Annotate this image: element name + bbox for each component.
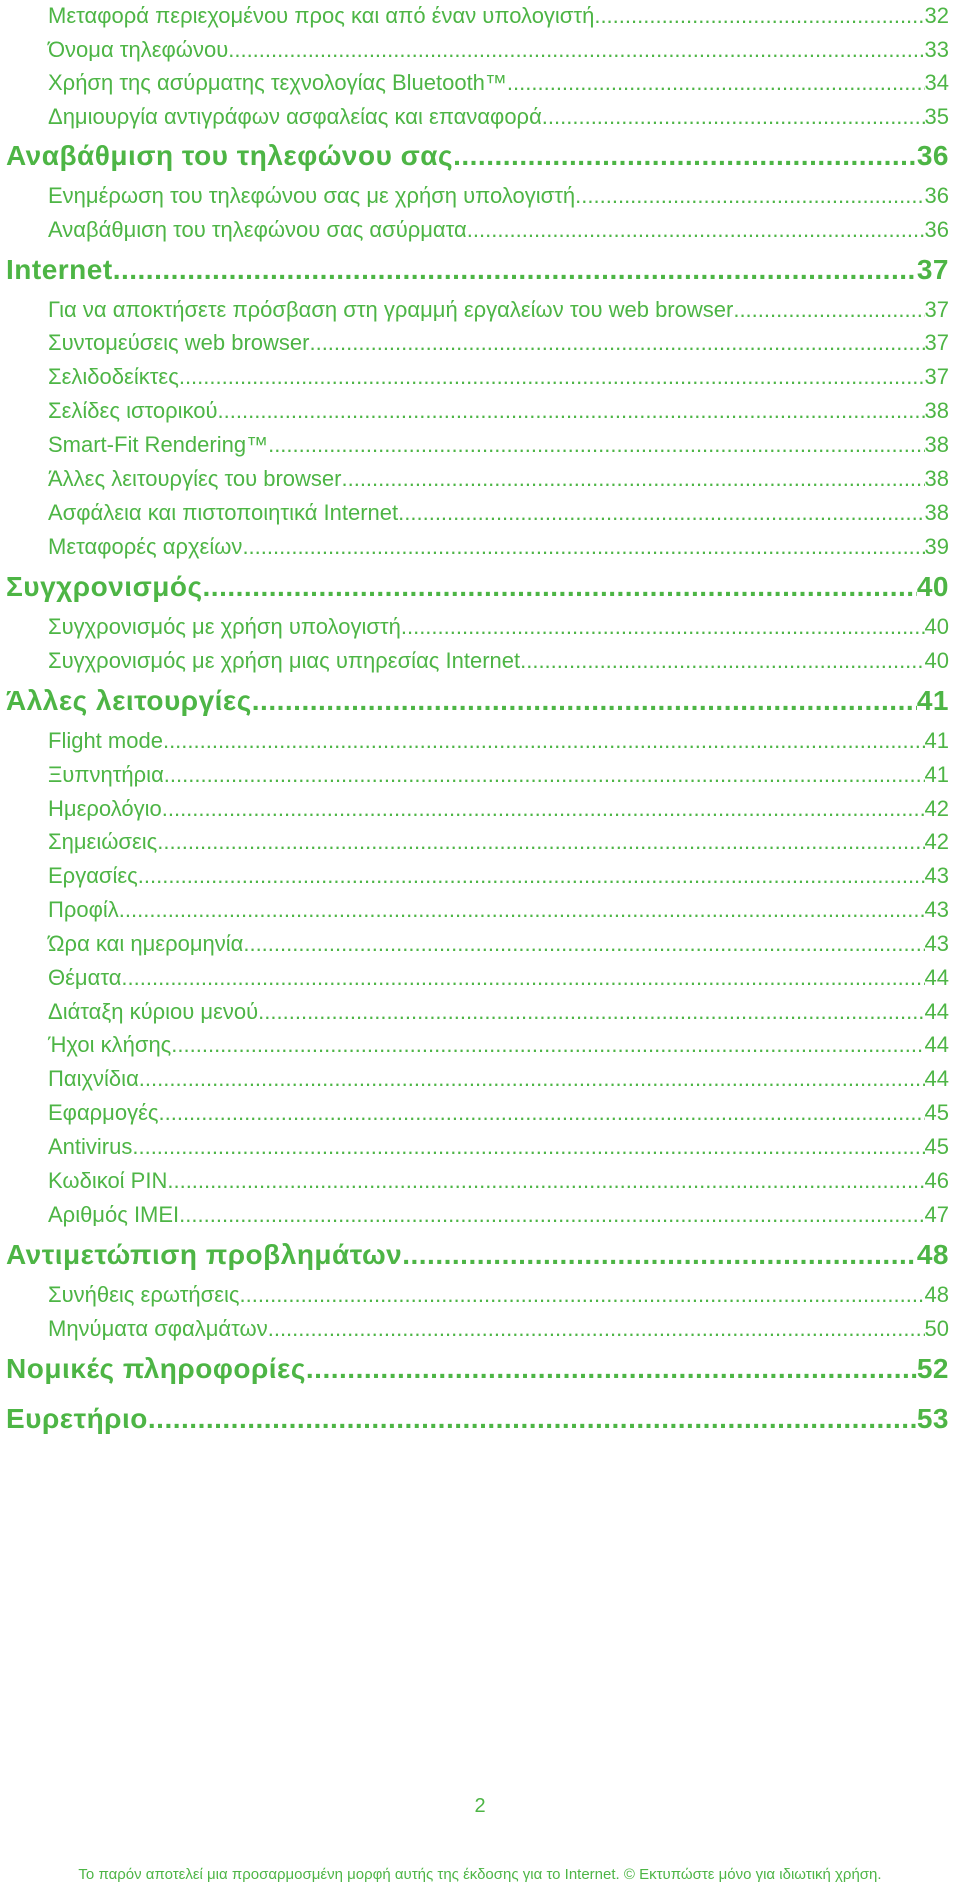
dot-leader [167,1168,924,1194]
dot-leader [594,3,924,29]
toc-section-entry[interactable] [48,217,949,245]
toc-section-entry[interactable] [48,330,949,358]
toc-section-entry[interactable] [48,183,949,211]
toc-entry-page: 41 [924,762,949,787]
toc-entry-page: 42 [924,829,949,854]
toc-entry-title: Δημιουργία αντιγράφων ασφαλείας και επαναφορά [48,104,542,129]
toc-section-entry[interactable] [48,534,949,562]
toc-section-entry[interactable] [48,297,949,325]
toc-entry-title: Συγχρονισμός [6,571,203,602]
toc-entry-title: Μεταφορά περιεχομένου προς και από έναν υπολογιστή [48,3,595,28]
toc-section-entry[interactable] [48,863,949,891]
toc-chapter-entry[interactable] [6,1353,949,1387]
toc-section-entry[interactable] [48,965,949,993]
dot-leader [228,37,924,63]
toc-section-entry[interactable] [48,897,949,925]
dot-leader [159,1100,925,1126]
toc-chapter-entry[interactable] [6,1239,949,1273]
toc-entry-title: Διάταξη κύριου μενού [48,999,259,1024]
toc-entry-title: Άλλες λειτουργίες του browser [48,466,342,491]
toc-section-entry[interactable] [48,104,949,132]
dot-leader [401,614,925,640]
toc-entry-page: 48 [916,1239,949,1270]
dot-leader [507,70,925,96]
dot-leader [309,330,924,356]
toc-entry-page: 43 [924,863,949,888]
toc-entry-title: Μηνύματα σφαλμάτων [48,1316,268,1341]
toc-entry-page: 53 [916,1403,949,1434]
toc-entry-page: 42 [924,796,949,821]
toc-section-entry[interactable] [48,648,949,676]
toc-entry-page: 37 [924,364,949,389]
toc-entry-page: 44 [924,1066,949,1091]
toc-chapter-entry[interactable] [6,140,949,174]
dot-leader [157,829,924,855]
toc-entry-page: 40 [924,614,949,639]
dot-leader [218,398,925,424]
toc-entry-page: 33 [924,37,949,62]
toc-entry-title: Internet [6,254,113,285]
toc-entry-title: Νομικές πληροφορίες [6,1353,306,1384]
toc-entry-title: Χρήση της ασύρματης τεχνολογίας Bluetooth™ [48,70,507,95]
toc-entry-page: 40 [916,571,949,602]
dot-leader [520,648,924,674]
toc-entry-title: Ξυπνητήρια [48,762,164,787]
toc-chapter-entry[interactable] [6,571,949,605]
dot-leader [268,1316,925,1342]
toc-entry-title: Συνήθεις ερωτήσεις [48,1282,240,1307]
toc-entry-title: Εργασίες [48,863,138,888]
toc-entry-page: 47 [924,1202,949,1227]
toc-entry-page: 41 [924,728,949,753]
toc-section-entry[interactable] [48,500,949,528]
dot-leader [258,999,924,1025]
toc-entry-page: 37 [924,297,949,322]
toc-entry-title: Σημειώσεις [48,829,158,854]
toc-entry-page: 36 [924,217,949,242]
dot-leader [733,297,924,323]
toc-entry-page: 35 [924,104,949,129]
toc-entry-title: Ήχοι κλήσης [48,1032,172,1057]
toc-section-entry[interactable] [48,1100,949,1128]
toc-section-entry[interactable] [48,364,949,392]
toc-section-entry[interactable] [48,398,949,426]
page-number: 2 [474,1795,486,1817]
toc-entry-page: 32 [924,3,949,28]
dot-leader [121,965,924,991]
toc-entry-page: 38 [924,500,949,525]
dot-leader [163,728,925,754]
toc-entry-page: 45 [924,1134,949,1159]
toc-entry-page: 43 [924,931,949,956]
dot-leader [243,931,924,957]
toc-section-entry[interactable] [48,1134,949,1162]
toc-section-entry[interactable] [48,466,949,494]
toc-entry-page: 46 [924,1168,949,1193]
toc-entry-title: Άλλες λειτουργίες [6,685,252,716]
dot-leader [240,1282,925,1308]
toc-entry-page: 48 [924,1282,949,1307]
toc-entry-title: Flight mode [48,728,163,753]
toc-entry-title: Ασφάλεια και πιστοποιητικά Internet [48,500,399,525]
dot-leader [164,762,925,788]
dot-leader [252,685,917,717]
toc-entry-title: Αναβάθμιση του τηλεφώνου σας ασύρματα [48,217,467,242]
toc-entry-title: Για να αποκτήσετε πρόσβαση στη γραμμή εργαλείων του web browser [48,297,734,322]
toc-entry-title: Ημερολόγιο [48,796,162,821]
dot-leader [179,364,925,390]
dot-leader [402,1239,917,1271]
toc-entry-title: Προφίλ [48,897,119,922]
dot-leader [542,104,925,130]
toc-entry-page: 43 [924,897,949,922]
toc-entry-page: 38 [924,432,949,457]
toc-section-entry[interactable] [48,1066,949,1094]
toc-entry-page: 40 [924,648,949,673]
toc-entry-page: 38 [924,398,949,423]
toc-entry-title: Όνομα τηλεφώνου [48,37,229,62]
toc-entry-title: Αντιμετώπιση προβλημάτων [6,1239,403,1270]
toc-entry-title: Ώρα και ημερομηνία [48,931,244,956]
toc-entry-title: Συγχρονισμός με χρήση μιας υπηρεσίας Internet [48,648,521,673]
dot-leader [575,183,924,209]
toc-entry-page: 38 [924,466,949,491]
toc-section-entry[interactable] [48,829,949,857]
toc-entry-title: Antivirus [48,1134,133,1159]
toc-entry-title: Συντομεύσεις web browser [48,330,310,355]
toc-chapter-entry[interactable] [6,685,949,719]
toc-entry-page: 36 [916,140,949,171]
dot-leader [162,796,925,822]
toc-entry-page: 45 [924,1100,949,1125]
toc-entry-title: Παιχνίδια [48,1066,139,1091]
toc-entry-page: 39 [924,534,949,559]
toc-entry-title: Θέματα [48,965,122,990]
toc-entry-page: 37 [924,330,949,355]
toc-chapter-entry[interactable] [6,254,949,288]
dot-leader [179,1202,924,1228]
toc-entry-title: Σελίδες ιστορικού [48,398,218,423]
toc-section-entry[interactable] [48,432,949,460]
toc-entry-title: Ενημέρωση του τηλεφώνου σας με χρήση υπολογιστή [48,183,576,208]
toc-entry-title: Κωδικοί PIN [48,1168,168,1193]
toc-section-entry[interactable] [48,37,949,65]
toc-entry-page: 44 [924,965,949,990]
toc-entry-title: Αναβάθμιση του τηλεφώνου σας [6,140,454,171]
dot-leader [467,217,925,243]
toc-section-entry[interactable] [48,931,949,959]
toc-entry-title: Smart-Fit Rendering™ [48,432,269,457]
dot-leader [148,1403,917,1435]
footer-note: Το παρόν αποτελεί μια προσαρμοσμένη μορφή αυτής της έκδοσης για το Internet. © Εκτυπώστε μόνο για ιδιωτική χρήση. [78,1866,882,1883]
toc-entry-title: Αριθμός IMEI [48,1202,180,1227]
toc-entry-page: 37 [916,254,949,285]
toc-entry-page: 44 [924,1032,949,1057]
dot-leader [119,897,925,923]
toc-section-entry[interactable] [48,3,949,31]
toc-entry-page: 41 [916,685,949,716]
toc-entry-page: 44 [924,999,949,1024]
dot-leader [306,1353,917,1385]
toc-section-entry[interactable] [48,762,949,790]
toc-section-entry[interactable] [48,70,949,98]
toc-section-entry[interactable] [48,728,949,756]
toc-entry-title: Ευρετήριο [6,1403,148,1434]
toc-section-entry[interactable] [48,999,949,1027]
toc-section-entry[interactable] [48,1168,949,1196]
dot-leader [453,140,917,172]
dot-leader [139,1066,925,1092]
toc-section-entry[interactable] [48,1202,949,1230]
dot-leader [138,863,925,889]
toc-section-entry[interactable] [48,1316,949,1344]
toc-section-entry[interactable] [48,796,949,824]
toc-entry-title: Μεταφορές αρχείων [48,534,243,559]
toc-entry-page: 36 [924,183,949,208]
dot-leader [341,466,924,492]
toc-entry-title: Συγχρονισμός με χρήση υπολογιστή [48,614,401,639]
toc-chapter-entry[interactable] [6,1403,949,1437]
dot-leader [171,1032,924,1058]
dot-leader [113,254,917,286]
dot-leader [203,571,917,603]
dot-leader [268,432,924,458]
dot-leader [242,534,924,560]
toc-entry-page: 34 [924,70,949,95]
toc-entry-page: 50 [924,1316,949,1341]
toc-entry-title: Σελιδοδείκτες [48,364,179,389]
toc-section-entry[interactable] [48,1282,949,1310]
toc-entry-title: Εφαρμογές [48,1100,159,1125]
toc-section-entry[interactable] [48,1032,949,1060]
toc-section-entry[interactable] [48,614,949,642]
dot-leader [132,1134,924,1160]
toc-entry-page: 52 [916,1353,949,1384]
dot-leader [398,500,924,526]
